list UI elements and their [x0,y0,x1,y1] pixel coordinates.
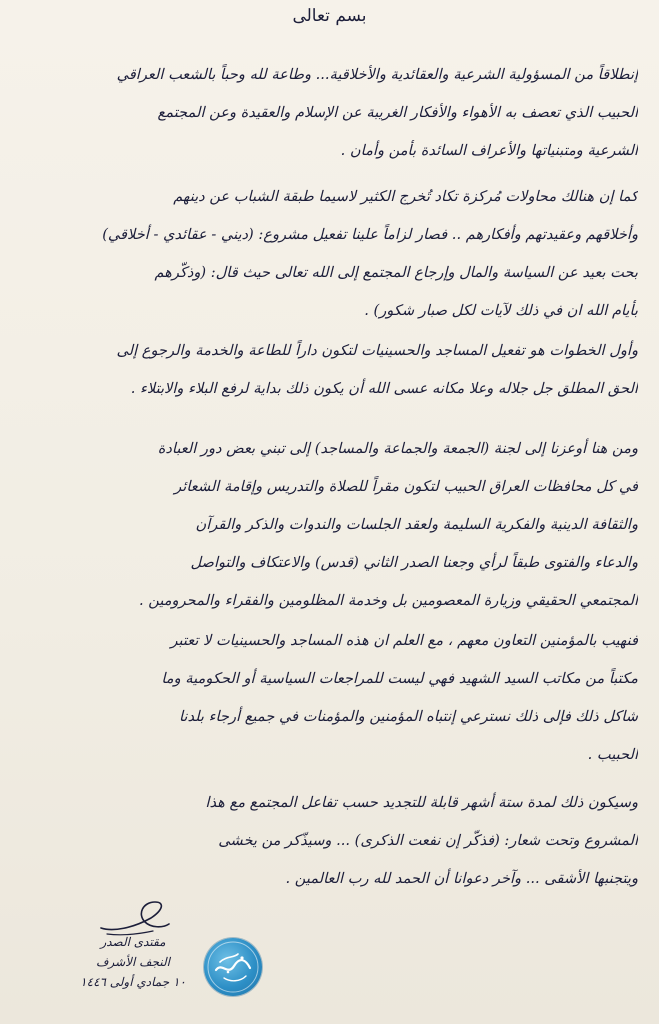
signatory-name: مقتدى الصدر [100,935,166,949]
letter-date: ١٠ جمادي أولى ١٤٤٦ [80,975,186,989]
paragraph-3 [26,332,638,408]
text-line: وسيكون ذلك لمدة ستة أشهر قابلة للتجديد حسب تفاعل المجتمع مع هذا [205,794,638,811]
text-line: فنهيب بالمؤمنين التعاون معهم ، مع العلم ان هذه المساجد والحسينيات لا تعتبر [170,632,638,649]
signature-block [78,898,188,1016]
text-line: المشروع وتحت شعار: (فذكّر إن نفعت الذكرى) ... وسيذّكر من يخشى [218,832,638,849]
text-line: بحت بعيد عن السياسة والمال وإرجاع المجتمع إلى الله تعالى حيث قال: (وذكّرهم [154,264,638,281]
text-line: بأيام الله ان في ذلك لآيات لكل صبار شكور) . [364,302,638,319]
text-line: إنطلاقاً من المسؤولية الشرعية والعقائدية والأخلاقية... وطاعة لله وحباً بالشعب العراقي [116,66,638,83]
text-line: ومن هنا أوعزنا إلى لجنة (الجمعة والجماعة والمساجد) إلى تبني بعض دور العبادة [157,440,638,457]
text-line: وأول الخطوات هو تفعيل المساجد والحسينيات لتكون داراً للطاعة والخدمة والرجوع إلى [116,342,638,359]
text-line: المجتمعي الحقيقي وزيارة المعصومين بل وخدمة المظلومين والفقراء والمحرومين . [138,592,638,609]
text-line: في كل محافظات العراق الحبيب لتكون مقراً للصلاة والتدريس وإقامة الشعائر [174,478,638,495]
text-line: الحبيب الذي تعصف به الأهواء والأفكار الغريبة عن الإسلام والعقيدة وعن المجتمع [157,104,638,121]
signatory-place: النجف الأشرف [96,955,170,969]
text-line: شاكل ذلك فإلى ذلك نسترعي إنتباه المؤمنين والمؤمنات في جميع أرجاء بلدنا [178,708,638,725]
paragraph-6 [26,784,638,898]
seal-calligraphy-icon [204,938,262,996]
office-seal-stamp [204,938,262,996]
paragraph-2 [26,178,638,330]
basmala-heading: بسم تعالى [292,6,367,26]
paragraph-1 [26,56,638,170]
text-line: ويتجنبها الأشقى ... وآخر دعوانا أن الحمد لله رب العالمين . [285,870,638,887]
text-line: وأخلاقهم وعقيدتهم وأفكارهم .. فصار لزاماً علينا تفعيل مشروع: (ديني - عقائدي - أخلاقي) [102,226,638,243]
text-line: كما إن هنالك محاولات مُركزة تكاد تُخرج الكثير لاسيما طبقة الشباب عن دينهم [173,188,638,205]
text-line: والثقافة الدينية والفكرية السليمة ولعقد الجلسات والندوات والذكر والقرآن [195,516,638,533]
text-line: الشرعية ومتبنياتها والأعراف السائدة بأمن وأمان . [340,142,638,159]
paragraph-4 [26,430,638,620]
text-line: الحبيب . [587,746,638,763]
text-line: مكتباً من مكاتب السيد الشهيد فهي ليست للمراجعات السياسية أو الحكومية وما [161,670,638,687]
text-line: والدعاء والفتوى طبقاً لرأي وجعنا الصدر الثاني (قدس) والاعتكاف والتواصل [190,554,638,571]
text-line: الحق المطلق جل جلاله وعلا مكانه عسى الله أن يكون ذلك بداية لرفع البلاء والابتلاء . [130,380,638,397]
paragraph-5 [26,622,638,774]
